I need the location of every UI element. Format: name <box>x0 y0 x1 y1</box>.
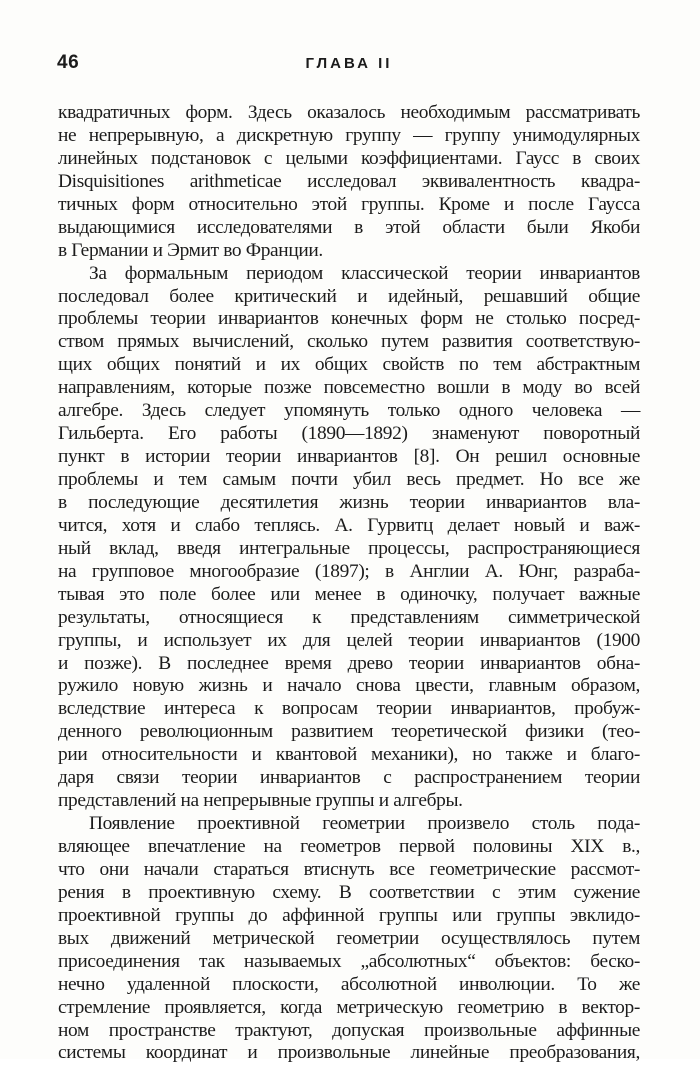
text-line: чится, хотя и слабо теплясь. А. Гурвитц делает новый и важ- <box>58 514 640 536</box>
text-line: щих общих понятий и их общих свойств по тем абстрактным <box>58 354 640 376</box>
page-number: 46 <box>57 52 80 73</box>
text-line: системы координат и произвольные линейные преобразования, <box>58 1042 640 1064</box>
text-line: проблемы и тем самым почти убил весь предмет. Но все же <box>58 469 640 490</box>
text-line: результаты, относящиеся к представлениям симметрической <box>58 606 640 628</box>
text-line: нечно удаленной плоскости, абсолютной инволюции. То же <box>58 973 640 995</box>
text-line: вследствие интереса к вопросам теории инвариантов, пробуж- <box>58 698 640 720</box>
text-line: тывая это поле более или менее в одиночку, получает важные <box>58 583 640 605</box>
body-text <box>58 102 640 1065</box>
text-line: группы, и использует их для целей теории инвариантов (1900 <box>58 629 640 651</box>
text-line: ном пространстве трактуют, допуская произвольные аффинные <box>58 1019 640 1041</box>
text-line: стремление проявляется, когда метрическую геометрию в вектор- <box>58 996 640 1018</box>
text-line: присоединения так называемых „абсолютных“ объектов: беско- <box>58 950 640 972</box>
text-line: вых движений метрической геометрии осуществлялось путем <box>58 927 640 949</box>
text-line: направлениям, которые позже повсеместно вошли в моду во всей <box>58 377 640 399</box>
text-line: последовал более критический и идейный, решавший общие <box>58 285 640 307</box>
text-line: на групповое многообразие (1897); в Англии А. Юнг, разраба- <box>58 560 640 582</box>
paragraph-3 <box>58 813 640 1065</box>
text-line: представлений на непрерывные группы и алгебры. <box>58 790 463 812</box>
text-line: даря связи теории инвариантов с распространением теории <box>58 767 640 789</box>
text-line: Гильберта. Его работы (1890—1892) знаменуют поворотный <box>58 423 640 445</box>
text-line: в Германии и Эрмит во Франции. <box>58 239 323 261</box>
running-head: ГЛАВА II <box>305 55 393 72</box>
text-line: рения в проективную схему. В соответствии с этим сужение <box>58 881 640 903</box>
text-line: Disquisitiones arithmeticae исследовал эквивалентность квадра- <box>58 170 640 192</box>
text-line: линейных подстановок с целыми коэффициентами. Гаусс в своих <box>58 147 640 169</box>
text-line: выдающимися исследователями в этой области были Якоби <box>58 216 640 238</box>
text-line: ружило новую жизнь и начало снова цвести, главным образом, <box>58 675 640 697</box>
text-line: в последующие десятилетия жизнь теории инвариантов вла- <box>58 491 640 513</box>
text-line: денного революционным развитием теоретической физики (тео- <box>58 721 640 743</box>
page-header <box>57 52 641 82</box>
text-line: пункт в истории теории инвариантов [8]. Он решил основные <box>58 446 640 468</box>
text-line: ством прямых вычислений, сколько путем развития соответствую- <box>58 331 640 353</box>
text-line: квадратичных форм. Здесь оказалось необходимым рассматривать <box>58 102 640 123</box>
paragraph-2 <box>58 263 640 814</box>
paragraph-1 <box>58 102 640 263</box>
text-line: Появление проективной геометрии произвело столь пода- <box>89 813 640 835</box>
text-line: вляющее впечатление на геометров первой половины XIX в., <box>58 836 640 857</box>
text-line: что они начали стараться втиснуть все геометрические рассмот- <box>58 858 640 880</box>
text-line: и позже). В последнее время древо теории инвариантов обна- <box>58 652 640 674</box>
text-line: За формальным периодом классической теории инвариантов <box>89 262 640 284</box>
text-line: проективной группы до аффинной группы или группы эвклидо- <box>58 904 640 926</box>
text-line: ный вклад, введя интегральные процессы, распространяющиеся <box>58 537 640 559</box>
text-line: проблемы теории инвариантов конечных форм не столько посред- <box>58 308 640 330</box>
text-line: не непрерывную, а дискретную группу — группу унимодулярных <box>58 124 640 146</box>
text-line: тичных форм относительно этой группы. Кроме и после Гаусса <box>58 193 640 215</box>
text-line: алгебре. Здесь следует упомянуть только одного человека — <box>58 400 640 422</box>
text-line: рии относительности и квантовой механики), но также и благо- <box>58 744 640 766</box>
